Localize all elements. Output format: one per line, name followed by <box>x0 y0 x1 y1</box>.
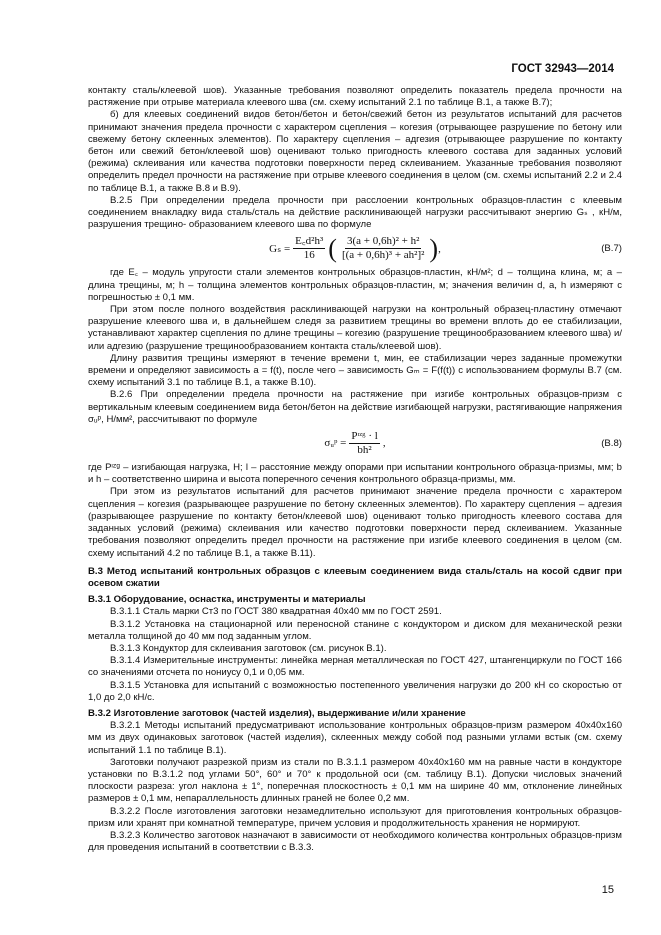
list-item: В.3.1.1 Сталь марки Ст3 по ГОСТ 380 квадратная 40х40 мм по ГОСТ 2591. <box>110 606 442 618</box>
paragraph: В.2.5 При определении предела прочности при расслоении контрольных образцов-пластин с клеевым соединением внакладку вида сталь/сталь на действие расклинивающей нагрузки рассчитывают энергию Gₛ , кН/м, разрушения трещино- образованием клеевого шва по формуле <box>88 194 622 231</box>
list-item: В.3.1.3 Кондуктор для склеивания заготовок (см. рисунок В.1). <box>110 642 387 654</box>
formula-lhs: σᵤᵖ = <box>324 437 347 450</box>
section-heading-b3: В.3 Метод испытаний контрольных образцов с клеевым соединением вида сталь/сталь на косой сдвиг при осевом сжатии <box>88 565 622 589</box>
formula-numerator: Pᶦᶻᵍ · l <box>351 430 378 443</box>
list-item: В.3.2.2 После изготовления заготовки незамедлительно используют для приготовления контрольных образцов-призм или хранят при комнатной температуре, причем условия и продолжительность хранения не нормируют. <box>88 805 622 829</box>
page-number: 15 <box>601 884 614 896</box>
paragraph: где Pᶦᶻᵍ – изгибающая нагрузка, Н; l – расстояние между опорами при испытании контрольного образца-призмы, мм; b и h – соответственно ширина и высота поперечного сечения контрольного образца-призмы, мм. <box>88 462 622 486</box>
list-item: В.3.1.4 Измерительные инструменты: линейка мерная металлическая по ГОСТ 427, штангенциркули по ГОСТ 166 со значениями отсчета по нониусу 0,1 и 0,05 мм. <box>88 655 622 679</box>
formula-numerator: E꜀d²h³ <box>295 235 324 248</box>
paragraph: При этом после полного воздействия расклинивающей нагрузки на контрольный образец-пластину отмечают разрушение клеевого шва и, в дальнейшем следя за развитием трещины во времени вплоть до ее стабилизации, устанавливают характер сцепления по длине трещины – когезию (разрушение трещинообразованием клеевого шва) и/или адгезию (разрушение трещинообразованием контакта сталь/клеевой шов). <box>88 304 622 352</box>
formula-number: (В.8) <box>601 438 622 450</box>
formula-b8 <box>88 426 622 462</box>
list-item: В.3.2.3 Количество заготовок назначают в зависимости от необходимого количества контрольных образцов-призм для проведения испытаний в соответствии с В.3.3. <box>88 829 622 854</box>
paragraph: Длину развития трещины измеряют в течение времени t, мин, ее стабилизации через заданные промежутки времени и определяют зависимость a = f(t), после чего – зависимость Gₘ = F(f(t)) с использованием формулы В.7 (см. схему испытаний 3.1 по таблице В.1, а также В.10). <box>88 352 622 389</box>
list-item: В.3.1.5 Установка для испытаний с возможностью постепенного увеличения нагрузки до 200 кН со скоростью от 1,0 до 2,0 кН/с. <box>88 679 622 703</box>
page-content <box>88 85 622 854</box>
formula-b7: Gₛ = $\frac{\text{E꜀d²h³}}{16}$ ( $\frac{\text{3(a + 0,6h)² + h²}}{\text{[(a + 0,6h)³ + ah²]²}}$ ) , (В.7) <box>269 233 622 263</box>
document-header-standard: ГОСТ 32943—2014 <box>511 63 614 75</box>
paragraph: При этом из результатов испытаний для расчетов принимают значение предела прочности с характером сцепления – когезия (разрывающее разрушение по бетону склеенных элементов). По характеру сцепления – адгезия (разрывающее разрушение по контакту бетон/клеевой шов) оценивают только пригодность клеевого состава для заданных условий (режима) склеивания или качество подготовки поверхности перед склеиванием. Указанные требования позволяют определить предел прочности на растяжение при изгибе клеевого соединения в целом (см. схему испытаний 4.2 по таблице В.1, а также В.11). <box>88 486 622 559</box>
paragraph: контакту сталь/клеевой шов). Указанные требования позволяют определить показатель предела прочности на растяжение при отрыве материала клеевого шва (см. схему испытаний 2.1 по таблице В.1, а также В.7); <box>88 85 622 109</box>
paragraph: б) для клеевых соединений видов бетон/бетон и бетон/свежий бетон из результатов испытаний для расчетов принимают значения предела прочности с характером сцепления – когезия (отрывающее разрушение по бетону или свежему бетону склеенных элементов). По характеру сцепления – адгезия (отрывающее разрушение по контакту бетон или свежий бетон/клеевой шов) оценивают только пригодность клеевого состава для заданных условий (режима) склеивания или качества подготовки поверхности перед склеиванием. Указанные требования позволяют определить предел прочности на растяжение при отрыве клеевого соединения в целом (см. схемы испытаний 2.2 и 2.4 по таблице В.1, а также В.8 и В.9). <box>88 109 622 194</box>
paragraph: где E꜀ – модуль упругости стали элементов контрольных образцов-пластин, кН/м²; d – толщина клина, м; а – длина трещины, м; h – толщина элементов контрольных образцов-пластин, м; значения величин d, a, h измеряют с погрешностью ± 0,1 мм. <box>88 267 622 303</box>
formula-tail: , <box>382 437 386 450</box>
list-item: В.3.2.1 Методы испытаний предусматривают использование контрольных образцов-призм размером 40х40х160 мм из двух одинаковых заготовок (частей изделия), склеенных между собой под разными углами встык (см. схему испытаний 1.1 по таблице В.1). <box>88 720 622 756</box>
formula-lhs: Gₛ = <box>269 242 291 255</box>
paragraph: В.2.6 При определении предела прочности на растяжение при изгибе контрольных образцов-призм с вертикальным клеевым соединением вида бетон/бетон на действие изгибающей нагрузки, растягивающие напряжения σᵤᵖ, Н/мм², рассчитывают по формуле <box>88 389 622 425</box>
formula-numerator: 3(a + 0,6h)² + h² <box>346 235 420 248</box>
subsection-heading-b32: В.3.2 Изготовление заготовок (частей изделия), выдерживание и/или хранение <box>88 707 466 719</box>
list-item: В.3.1.2 Установка на стационарной или переносной станине с кондуктором и диском для механической резки металла толщиной до 40 мм под заданным углом. <box>88 618 622 642</box>
formula-denominator: 16 <box>303 249 315 262</box>
list-item: Заготовки получают разрезкой призм из стали по В.3.1.1 размером 40х40х160 мм на равные части в кондукторе установки по В.3.1.2 под углами 50°, 60° и 70° к продольной оси (см. таблицу В.1). Допуски числовых значений плоскости разреза: угол наклона ± 1°, поперечная плоскостность ± 0,1 мм на ширине 40 мм, отклонение линейных размеров ± 0,1 мм, непараллельность длинных граней не более 0,2 мм. <box>88 756 622 805</box>
formula-number: (В.7) <box>601 243 622 255</box>
formula-denominator: bh² <box>357 444 372 457</box>
subsection-heading-b31: В.3.1 Оборудование, оснастка, инструменты и материалы <box>88 594 366 606</box>
formula-denominator: [(a + 0,6h)³ + ah²]² <box>341 249 425 262</box>
formula-tail: , <box>438 242 441 255</box>
